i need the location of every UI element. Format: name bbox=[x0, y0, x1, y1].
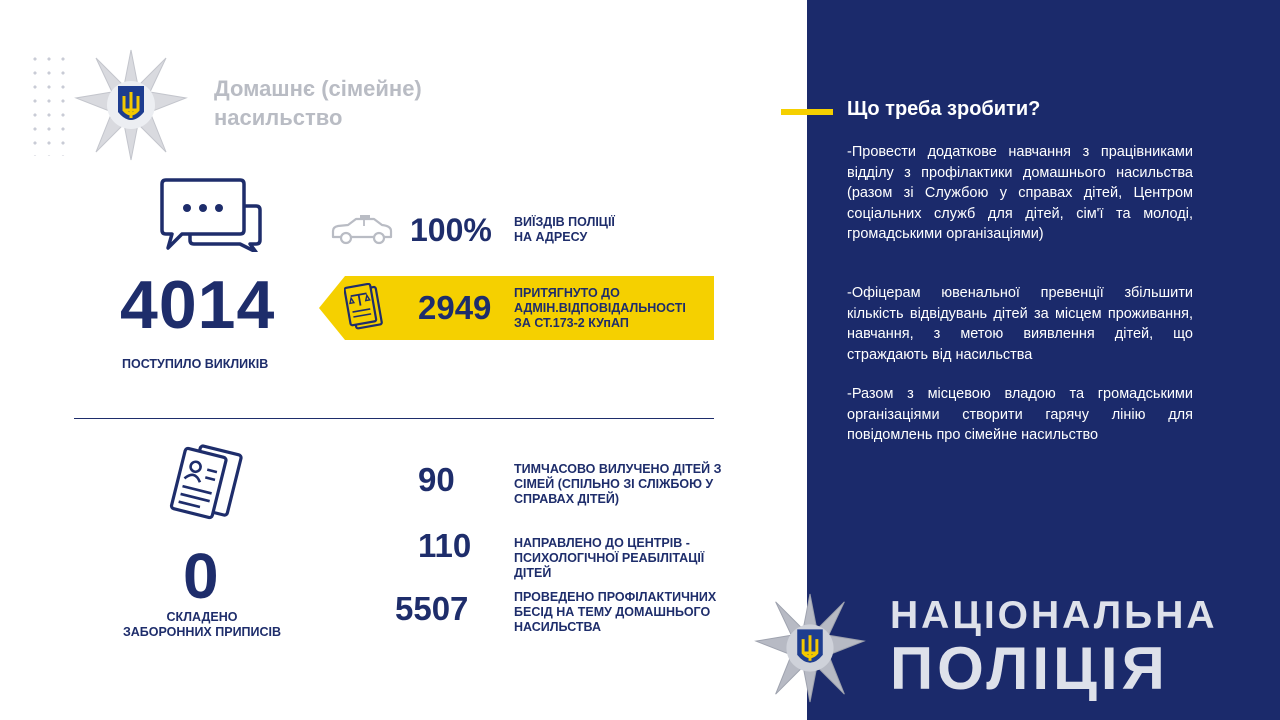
stat-label: НАПРАВЛЕНО ДО ЦЕНТРІВ - ПСИХОЛОГІЧНОЇ РЕАБІЛІТАЦІЇ ДІТЕЙ bbox=[514, 536, 705, 580]
law-document-icon bbox=[344, 283, 384, 333]
orders-label: СКЛАДЕНО ЗАБОРОННИХ ПРИПИСІВ bbox=[122, 610, 282, 639]
brand-line-1: НАЦІОНАЛЬНА bbox=[890, 594, 1218, 637]
orders-count: 0 bbox=[183, 540, 219, 612]
todo-title: Що треба зробити? bbox=[847, 98, 1041, 120]
stat-label: ПРОВЕДЕНО ПРОФІЛАКТИЧНИХ БЕСІД НА ТЕМУ ДОМАШНЬОГО НАСИЛЬСТВА bbox=[514, 590, 717, 634]
stat-value: 110 bbox=[418, 527, 472, 564]
stat-value: 5507 bbox=[395, 590, 469, 627]
todo-item: -Провести додаткове навчання з працівниками відділу з профілактики домашнього насильства (разом зі Службою у справах дітей, Центром соціальних служб для дітей, сім'ї та молоді, громадськими організаціями) bbox=[847, 144, 1193, 242]
brand-line-2: ПОЛІЦІЯ bbox=[890, 635, 1169, 702]
page-title: Домашнє (сімейне) насильство bbox=[214, 76, 422, 130]
calls-label: ПОСТУПИЛО ВИКЛИКІВ bbox=[122, 357, 269, 371]
stat-label: ТИМЧАСОВО ВИЛУЧЕНО ДІТЕЙ З СІМЕЙ (СПІЛЬНО ЗІ СЛІЖБОЮ У СПРАВАХ ДІТЕЙ) bbox=[514, 462, 722, 506]
police-star-logo bbox=[74, 48, 188, 162]
trips-label: ВИЇЗДІВ ПОЛІЦІЇ НА АДРЕСУ bbox=[514, 215, 615, 244]
admin-count: 2949 bbox=[418, 289, 492, 326]
chat-bubbles-icon bbox=[160, 178, 262, 252]
todo-item: -Разом з місцевою владою та громадськими організаціями створити гарячу лінію для повідомлень про сімейне насильство bbox=[847, 386, 1193, 443]
calls-count: 4014 bbox=[120, 267, 276, 343]
todo-item: -Офіцерам ювенальної превенції збільшити кількість відвідувань дітей за місцем проживання, навчання, з метою виявлення дітей, що страждають від насильства bbox=[847, 285, 1193, 363]
documents-icon bbox=[166, 440, 248, 526]
police-car-icon bbox=[330, 215, 394, 245]
trips-percent: 100% bbox=[410, 212, 492, 248]
stat-value: 90 bbox=[418, 461, 455, 498]
section-divider bbox=[74, 418, 714, 419]
todo-accent-bar bbox=[781, 109, 833, 115]
police-star-logo-bottom bbox=[754, 592, 866, 704]
dot-pattern bbox=[28, 52, 68, 156]
admin-label: ПРИТЯГНУТО ДО АДМІН.ВІДПОВІДАЛЬНОСТІ ЗА СТ.173-2 КУпАП bbox=[514, 286, 686, 330]
